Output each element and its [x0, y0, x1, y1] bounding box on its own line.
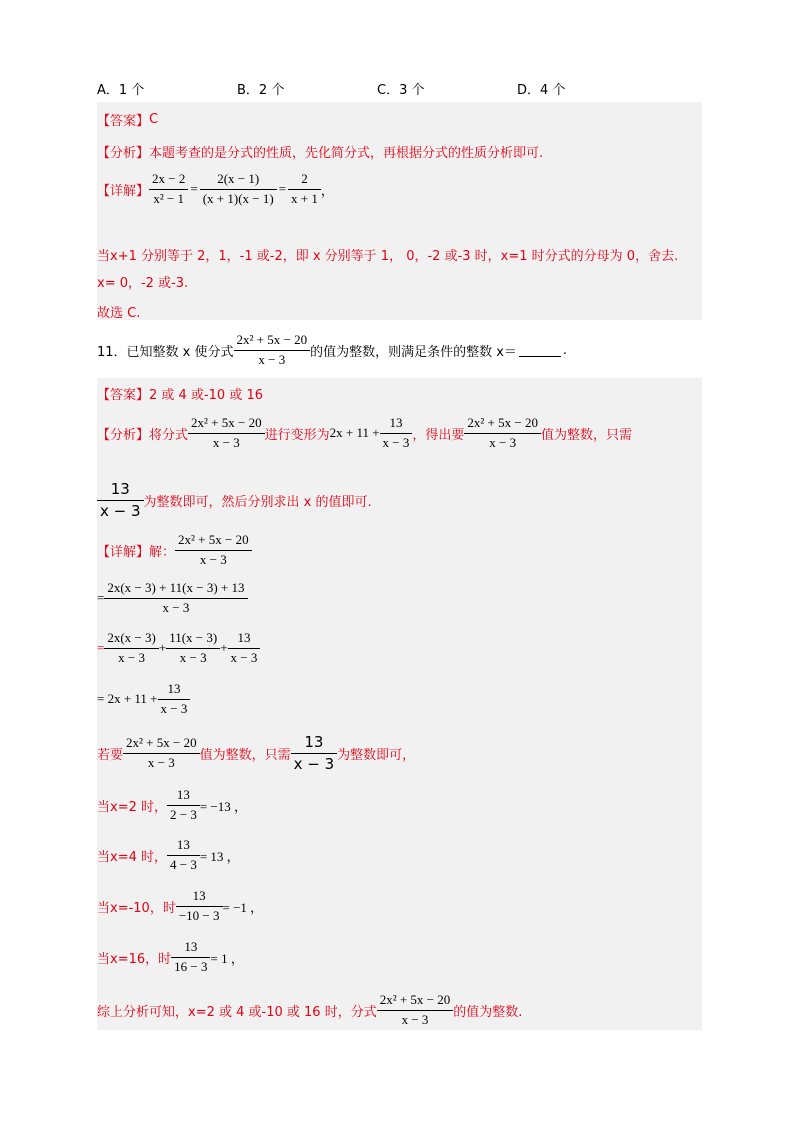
answer-value: C: [149, 112, 159, 127]
q11-answer: [97, 384, 263, 403]
fraction: $\frac{13}{16 - 3}$: [171, 940, 210, 974]
answer-blank: [519, 344, 561, 357]
fraction: $\frac{\text{2x² + 5x − 20}}{x - 3}$: [175, 533, 252, 567]
q10-line3: 故选 C.: [97, 306, 141, 321]
q11-analysis-cont: $\frac{13}{x - 3}$ 为整数即可，然后分别求出 x 的值即可.: [97, 478, 372, 522]
question-11: 11．已知整数 x 使分式 $\frac{\text{2x² + 5x − 20}}{x - 3}$ 的值为整数，则满足条件的整数 x＝ .: [97, 332, 568, 367]
analysis-tag: 【分析】: [97, 146, 150, 161]
case-2: 当x=4 时， $\frac{13}{4 - 3}$ = 13 ，: [97, 837, 240, 872]
fraction: $\frac{13}{x - 3}$: [158, 682, 191, 716]
fraction: $\frac{\text{2x² + 5x − 20}}{x - 3}$: [377, 993, 454, 1027]
case-1: 当x=2 时， $\frac{13}{2 - 3}$ = −13 ，: [97, 787, 248, 822]
option-c: C．3 个: [377, 83, 425, 98]
option-d: D．4 个: [517, 83, 566, 98]
answer-tag: 【答案】: [97, 114, 150, 129]
fraction: $\frac{11(x - 3)}{x - 3}$: [166, 631, 220, 665]
fraction: $\frac{2}{x + 1}$: [288, 172, 321, 206]
fraction: $\frac{13}{4 - 3}$: [167, 838, 200, 872]
detail-tag: 【详解】: [97, 544, 150, 560]
fraction: $\frac{\text{2x² + 5x − 20}}{x - 3}$: [464, 416, 541, 450]
condition-line: 若要 $\frac{\text{2x² + 5x − 20}}{x - 3}$ 值为整数，只需 $\frac{13}{x - 3}$ 为整数即可，: [97, 733, 416, 773]
fraction: $\frac{2x(x - 3)}{x - 3}$: [104, 631, 159, 665]
q11-detail: 【详解】 解： $\frac{\text{2x² + 5x − 20}}{x - 3}$: [97, 530, 252, 570]
step-2: = $\frac{2x(x - 3)}{x - 3}$ + $\frac{11(x - 3)}{x - 3}$ + $\frac{13}{x - 3}$: [97, 628, 260, 668]
analysis-tag: 【分析】: [97, 427, 150, 443]
q10-analysis: [97, 142, 543, 161]
q10-detail: 【详解】 $\frac{2x - 2}{\text{x² − 1}}$ = $\frac{2(x - 1)}{(x + 1)(x - 1)}$ = $\frac{2}{x + 1}$ ，: [97, 171, 334, 206]
option-b: B．2 个: [237, 83, 285, 98]
fraction: $\frac{\text{2x² + 5x − 20}}{x - 3}$: [123, 736, 200, 770]
step-1: = $\frac{2x(x - 3) + 11(x - 3) + 13}{x - 3}$: [97, 578, 248, 618]
fraction: $\frac{13}{x - 3}$: [380, 416, 413, 450]
fraction: $\frac{2x(x - 3) + 11(x - 3) + 13}{x - 3}$: [104, 581, 247, 615]
fraction: $\frac{\text{2x² + 5x − 20}}{x - 3}$: [188, 416, 265, 450]
step-3: = 2x + 11 + $\frac{13}{x - 3}$: [97, 679, 190, 719]
analysis-text: 本题考查的是分式的性质，先化简分式，再根据分式的性质分析即可.: [149, 146, 544, 161]
detail-tag: 【详解】: [97, 183, 150, 199]
q10-line2: x= 0，-2 或-3.: [97, 276, 189, 291]
fraction: $\frac{2(x - 1)}{(x + 1)(x - 1)}$: [200, 172, 277, 206]
q11-analysis: 【分析】 将分式 $\frac{\text{2x² + 5x − 20}}{x - 3}$ 进行变形为 2x + 11 + $\frac{13}{x - 3}$ ，得出要 $\frac{\text{2x² + 5x − 20}}{x - 3}$ 值为整数，只需: [97, 415, 632, 450]
question-prefix: 11．已知整数 x 使分式: [97, 344, 234, 360]
q10-answer: [97, 110, 158, 129]
case-4: 当x=16，时 $\frac{13}{16 - 3}$ = 1 ，: [97, 939, 244, 974]
fraction: $\frac{13}{2 - 3}$: [167, 788, 200, 822]
fraction: $\frac{13}{-10 - 3}$: [176, 889, 223, 923]
answer-tag: 【答案】: [97, 388, 150, 403]
fraction: $\frac{\text{2x² + 5x − 20}}{x - 3}$: [234, 333, 311, 367]
answer-value: 2 或 4 或-10 或 16: [149, 388, 263, 403]
case-3: 当x=-10，时 $\frac{13}{-10 - 3}$ = −1 ，: [97, 888, 264, 923]
q10-line1: 当x+1 分别等于 2，1，-1 或-2，即 x 分别等于 1， 0，-2 或-3 时，x=1 时分式的分母为 0，舍去.: [97, 249, 679, 264]
fraction: $\frac{2x - 2}{\text{x² − 1}}$: [149, 172, 188, 206]
fraction: $\frac{13}{x - 3}$: [291, 734, 338, 772]
question-suffix: 的值为整数，则满足条件的整数 x＝: [310, 344, 517, 360]
option-a: A．1 个: [97, 83, 145, 98]
conclusion: 综上分析可知，x=2 或 4 或-10 或 16 时，分式 $\frac{\text{2x² + 5x − 20}}{x - 3}$ 的值为整数.: [97, 992, 523, 1027]
fraction: $\frac{13}{x - 3}$: [97, 481, 144, 519]
fraction: $\frac{13}{x - 3}$: [228, 631, 261, 665]
